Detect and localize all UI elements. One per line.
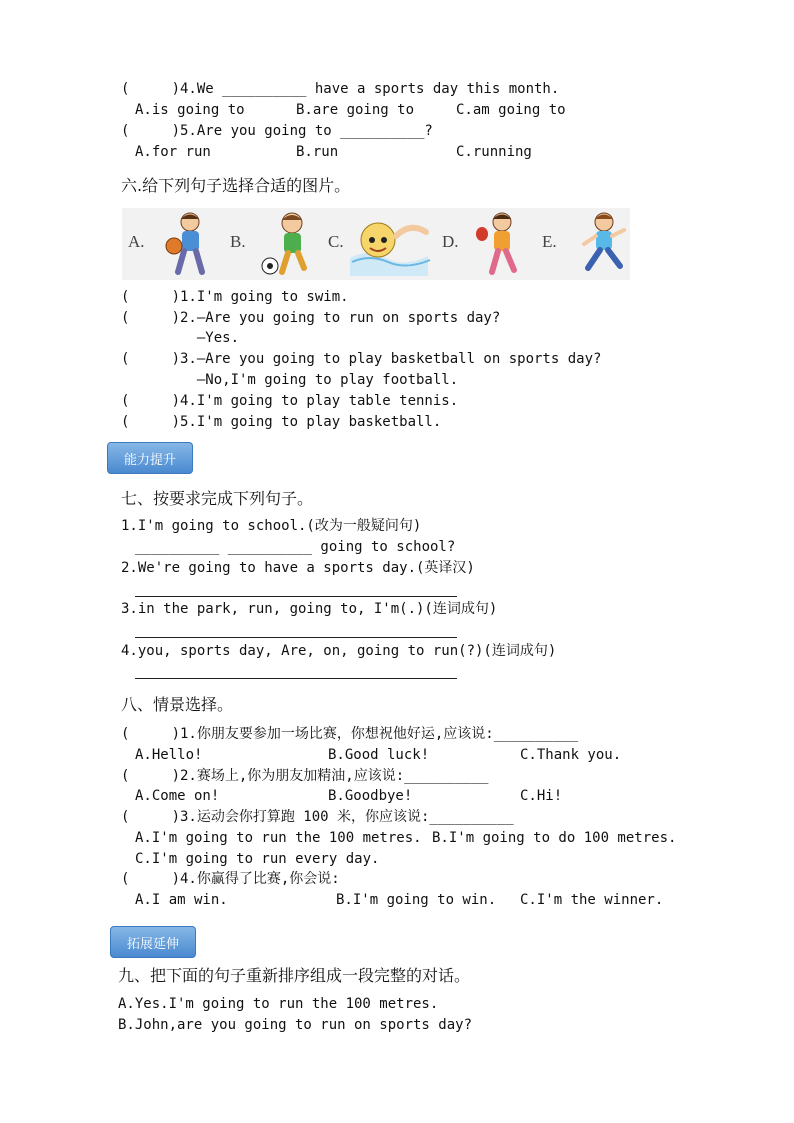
option-c: C.I'm going to run every day. — [135, 851, 380, 867]
option-c: C.am going to — [456, 102, 566, 118]
section-8-q1: ( )1.你朋友要参加一场比赛，你想祝他好运,应该说:__________ — [121, 726, 579, 742]
ability-tag: 能力提升 — [107, 442, 193, 474]
section-7-q1: 1.I'm going to school.(改为一般疑问句) — [121, 518, 422, 534]
section-7-title: 七、按要求完成下列句子。 — [121, 489, 314, 508]
section-6-line-4: ( )3.—Are you going to play basketball on sports day? — [121, 351, 602, 367]
section-9-line-a: A.Yes.I'm going to run the 100 metres. — [118, 996, 439, 1012]
option-c: C.Hi! — [520, 788, 563, 804]
option-a: A.Hello! — [135, 747, 203, 763]
section-8-q2: ( )2.赛场上,你为朋友加精油,应该说:__________ — [121, 768, 489, 784]
picture-label-b: B. — [230, 232, 246, 251]
option-b: B.Goodbye! — [328, 788, 413, 804]
section-7-q2: 2.We're going to have a sports day.(英译汉) — [121, 560, 475, 576]
table-tennis-player-icon — [474, 210, 530, 278]
question-5-4: ( )4.We __________ have a sports day this month. — [121, 81, 560, 97]
extend-tag: 拓展延伸 — [110, 926, 196, 958]
picture-label-e: E. — [542, 232, 557, 251]
section-6-line-7: ( )5.I'm going to play basketball. — [121, 414, 442, 430]
section-9-title: 九、把下面的句子重新排序组成一段完整的对话。 — [118, 966, 471, 985]
option-b: B.I'm going to do 100 metres. — [432, 830, 677, 846]
option-a: A.is going to — [135, 102, 245, 118]
option-b: B.Good luck! — [328, 747, 430, 763]
section-8-title: 八、情景选择。 — [121, 695, 234, 714]
section-6-line-2: ( )2.—Are you going to run on sports day? — [121, 310, 501, 326]
option-b: B.run — [296, 144, 339, 160]
option-a: A.Come on! — [135, 788, 220, 804]
option-a: A.for run — [135, 144, 211, 160]
option-b: B.I'm going to win. — [336, 892, 497, 908]
section-8-q4: ( )4.你赢得了比赛,你会说: — [121, 871, 340, 887]
basketball-player-icon — [160, 210, 216, 278]
answer-line[interactable] — [135, 596, 457, 597]
option-b: B.are going to — [296, 102, 415, 118]
answer-line[interactable] — [135, 637, 457, 638]
section-6-line-5: —No,I'm going to play football. — [121, 372, 459, 388]
football-player-icon — [260, 210, 316, 278]
section-8-q3: ( )3.运动会你打算跑 100 米，你应该说:__________ — [121, 809, 514, 825]
answer-line[interactable] — [135, 678, 457, 679]
option-c: C.Thank you. — [520, 747, 622, 763]
picture-label-a: A. — [128, 232, 145, 251]
option-c: C.I'm the winner. — [520, 892, 664, 908]
runner-icon — [574, 210, 630, 278]
option-c: C.running — [456, 144, 532, 160]
question-5-5: ( )5.Are you going to __________? — [121, 123, 433, 139]
picture-label-d: D. — [442, 232, 459, 251]
section-6-line-6: ( )4.I'm going to play table tennis. — [121, 393, 459, 409]
section-6-line-1: ( )1.I'm going to swim. — [121, 289, 349, 305]
section-6-title: 六.给下列句子选择合适的图片。 — [121, 176, 351, 195]
option-a: A.I'm going to run the 100 metres. — [135, 830, 422, 846]
picture-strip — [122, 208, 630, 280]
section-7-q3: 3.in the park, run, going to, I'm(.)(连词成句) — [121, 601, 498, 617]
section-7-q1-answer: __________ __________ going to school? — [135, 539, 456, 555]
section-7-q4: 4.you, sports day, Are, on, going to run(?)(连词成句) — [121, 643, 557, 659]
section-9-line-b: B.John,are you going to run on sports day? — [118, 1017, 473, 1033]
section-6-line-3: —Yes. — [121, 330, 240, 346]
picture-label-c: C. — [328, 232, 344, 251]
option-a: A.I am win. — [135, 892, 228, 908]
swimmer-icon — [348, 210, 432, 278]
